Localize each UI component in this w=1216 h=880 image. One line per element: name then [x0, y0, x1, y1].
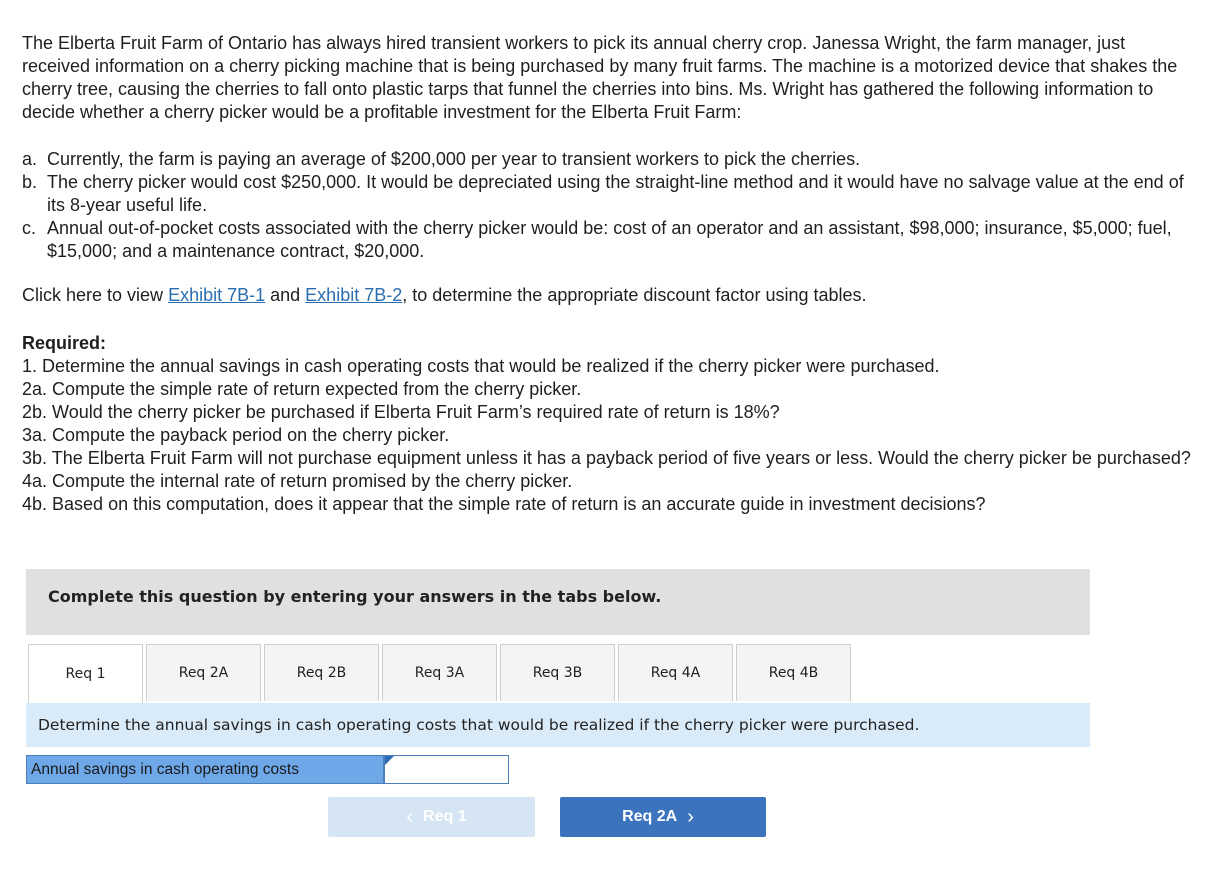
- prev-button[interactable]: [328, 797, 535, 837]
- list-item-text: Annual out-of-pocket costs associated with the cherry picker would be: cost of an operator and an assistant, $98,000; insurance, $5,000; fuel, $15,000; and a maintenance contract, $20,000.: [47, 218, 1172, 261]
- annual-savings-input[interactable]: [385, 756, 508, 783]
- list-item: [22, 217, 1198, 263]
- tab-req-2b[interactable]: Req 2B: [264, 644, 379, 701]
- exhibit-middle: and: [265, 285, 306, 305]
- instructions-banner: [26, 569, 1090, 635]
- tab-description: [26, 703, 1090, 747]
- annual-savings-input-cell[interactable]: [384, 755, 509, 784]
- tab-req-4a[interactable]: Req 4A: [618, 644, 733, 701]
- prev-button-label: Req 1: [423, 808, 467, 825]
- list-marker: c.: [22, 218, 37, 238]
- required-item: 3a. Compute the payback period on the cherry picker.: [22, 425, 450, 445]
- tab-req-2a[interactable]: Req 2A: [146, 644, 261, 701]
- answer-label: [26, 755, 384, 784]
- exhibit-suffix: , to determine the appropriate discount factor using tables.: [402, 285, 867, 305]
- required-item: 3b. The Elberta Fruit Farm will not purchase equipment unless it has a payback period of five years or less. Would the cherry picker be purchased?: [22, 448, 1191, 468]
- tab-req-4b[interactable]: Req 4B: [736, 644, 851, 701]
- tab-req-3b[interactable]: Req 3B: [500, 644, 615, 701]
- required-item: 2a. Compute the simple rate of return expected from the cherry picker.: [22, 379, 582, 399]
- list-item: [22, 148, 1198, 171]
- list-marker: a.: [22, 149, 38, 169]
- required-heading: Required:: [22, 333, 107, 353]
- exhibit-prefix: Click here to view: [22, 285, 169, 305]
- required-item: 4a. Compute the internal rate of return promised by the cherry picker.: [22, 471, 573, 491]
- chevron-left-icon: ‹: [406, 806, 414, 828]
- chevron-right-icon: ›: [687, 806, 694, 828]
- next-button-label: Req 2A: [622, 808, 678, 825]
- list-item-text: The cherry picker would cost $250,000. It would be depreciated using the straight-line method and it would have no salvage value at the end of its 8-year useful life.: [47, 172, 1184, 215]
- problem-intro: The Elberta Fruit Farm of Ontario has always hired transient workers to pick its annual cherry crop. Janessa Wright, the farm manager, just received information on a cherry picking machine that is being purchased by many fruit farms. The machine is a motorized device that shakes the cherry tree, causing the cherries to fall onto plastic tarps that funnel the cherries into bins. Ms. Wright has gathered the following information to decide whether a cherry picker would be a profitable investment for the Elberta Fruit Farm:: [22, 33, 1178, 122]
- required-item: 4b. Based on this computation, does it appear that the simple rate of return is an accurate guide in investment decisions?: [22, 494, 986, 514]
- next-button[interactable]: [560, 797, 766, 837]
- required-item: 2b. Would the cherry picker be purchased if Elberta Fruit Farm’s required rate of return is 18%?: [22, 402, 780, 422]
- list-item-text: Currently, the farm is paying an average of $200,000 per year to transient workers to pick the cherries.: [47, 149, 861, 169]
- tab-description-text: Determine the annual savings in cash operating costs that would be realized if the cherry picker were purchased.: [38, 716, 920, 734]
- tab-req-3a[interactable]: Req 3A: [382, 644, 497, 701]
- required-item: 1. Determine the annual savings in cash operating costs that would be realized if the cherry picker were purchased.: [22, 356, 940, 376]
- exhibit-instructions: [22, 284, 1198, 307]
- answer-label-text: Annual savings in cash operating costs: [31, 761, 299, 778]
- facts-list: [22, 148, 1198, 263]
- banner-text: Complete this question by entering your answers in the tabs below.: [48, 587, 662, 606]
- exhibit-7b2-link[interactable]: Exhibit 7B-2: [305, 285, 403, 305]
- exhibit-7b1-link[interactable]: Exhibit 7B-1: [168, 285, 266, 305]
- list-item: [22, 171, 1198, 217]
- tab-req-1[interactable]: Req 1: [28, 644, 143, 703]
- list-marker: b.: [22, 172, 38, 192]
- required-section: [22, 332, 1198, 516]
- input-marker-icon: [385, 756, 394, 765]
